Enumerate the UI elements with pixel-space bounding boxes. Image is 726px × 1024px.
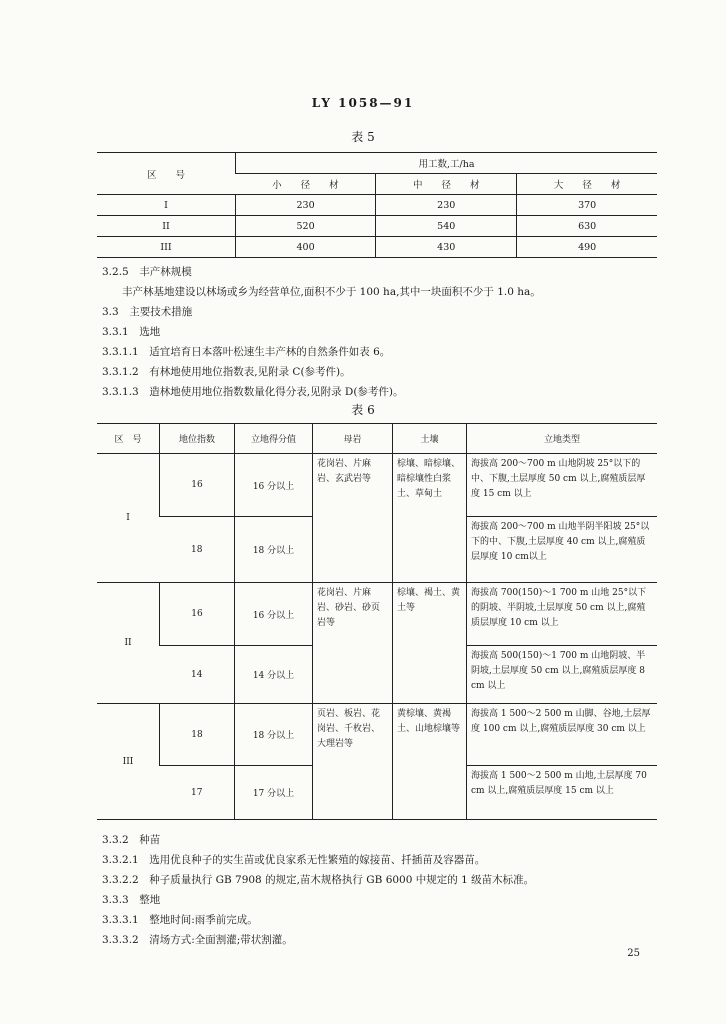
paragraph: 3.3.3.1 整地时间:雨季前完成。 [102,914,258,926]
table6-score: 17 分以上 [235,766,313,820]
table6-site: 海拔高 1 500～2 500 m 山脚、谷地,土层厚度 100 cm 以上,腐殖质层厚度 30 cm 以上 [467,704,658,766]
table6-caption: 表 6 [351,403,375,417]
table5 [97,152,657,258]
table5-region: I [97,195,236,216]
table5-cell: 230 [376,195,517,216]
table5-cell: 490 [517,237,657,258]
table-row [97,704,657,766]
table6-index: 17 [160,766,235,820]
table6-score: 18 分以上 [235,517,313,583]
table6-site: 海拔高 500(150)～1 700 m 山地阴坡、半阴坡,土层厚度 50 cm 以上,腐殖质层厚度 8 cm 以上 [467,646,658,704]
table6-index: 16 [160,454,235,517]
section-heading: 3.2.5 丰产林规模 [102,266,192,278]
table6-region: III [97,704,160,820]
table6-header-region: 区 号 [97,424,160,454]
table-row [97,195,657,216]
table5-region: III [97,237,236,258]
table6-soil: 棕壤、暗棕壤、暗棕壤性白浆土、草甸土 [393,454,467,583]
table6-rock: 花岗岩、片麻岩、砂岩、砂页岩等 [313,583,393,704]
table6-region: I [97,454,160,583]
table6-header-index: 地位指数 [160,424,235,454]
section-heading: 3.3.1 选地 [102,326,161,338]
table5-subheader-large: 大 径 材 [517,174,657,195]
table5-cell: 370 [517,195,657,216]
table6-score: 16 分以上 [235,583,313,646]
table-row [97,454,657,517]
paragraph: 3.3.1.3 造林地使用地位指数数量化得分表,见附录 D(参考件)。 [102,386,404,398]
table6-site: 海拔高 200～700 m 山地阴坡 25°以下的中、下腹,土层厚度 50 cm 以上,腐殖质层厚度 15 cm 以上 [467,454,658,517]
table6-site: 海拔高 200～700 m 山地半阴半阳坡 25°以下的中、下腹,土层厚度 40 cm 以上,腐殖质层厚度 10 cm以上 [467,517,658,583]
table6-rock: 花岗岩、片麻岩、玄武岩等 [313,454,393,583]
paragraph: 3.3.2.1 选用优良种子的实生苗或优良家系无性繁殖的嫁接苗、扦插苗及容器苗。 [102,854,486,866]
table5-cell: 230 [236,195,376,216]
page-number: 25 [627,948,640,959]
table5-cell: 630 [517,216,657,237]
table-row [97,583,657,646]
table6-soil: 黄棕壤、黄褐土、山地棕壤等 [393,704,467,820]
paragraph: 丰产林基地建设以林场或乡为经营单位,面积不少于 100 ha,其中一块面积不少于 1.0 ha。 [122,286,541,298]
table6-header-soil: 土壤 [393,424,467,454]
table5-subheader-small: 小 径 材 [236,174,376,195]
paragraph: 3.3.3.2 清场方式:全面割灌;带状割灌。 [102,934,293,946]
table6 [97,423,657,820]
table6-index: 18 [160,517,235,583]
table-row [97,237,657,258]
table6-score: 14 分以上 [235,646,313,704]
table6-site: 海拔高 700(150)～1 700 m 山地 25°以下的阴坡、半阴坡,土层厚度 50 cm 以上,腐殖质层厚度 10 cm 以上 [467,583,658,646]
table6-soil: 棕壤、褐土、黄土等 [393,583,467,704]
table6-header-score: 立地得分值 [235,424,313,454]
table6-index: 18 [160,704,235,766]
paragraph: 3.3.2.2 种子质量执行 GB 7908 的规定,苗木规格执行 GB 6000 中规定的 1 级苗木标准。 [102,874,535,886]
section-heading: 3.3.2 种苗 [102,834,161,846]
table6-rock: 页岩、板岩、花岗岩、千枚岩、大理岩等 [313,704,393,820]
table5-subheader-medium: 中 径 材 [376,174,517,195]
table5-cell: 400 [236,237,376,258]
table6-index: 16 [160,583,235,646]
table6-header-site: 立地类型 [467,424,658,454]
table5-cell: 540 [376,216,517,237]
paragraph: 3.3.1.1 适宜培育日本落叶松速生丰产林的自然条件如表 6。 [102,346,391,358]
section-heading: 3.3 主要技术措施 [102,306,193,318]
table-row [97,216,657,237]
table6-region: II [97,583,160,704]
table5-cell: 430 [376,237,517,258]
table5-header-region: 区 号 [97,153,236,195]
paragraph: 3.3.1.2 有林地使用地位指数表,见附录 C(参考件)。 [102,366,351,378]
table5-region: II [97,216,236,237]
table6-header-rock: 母岩 [313,424,393,454]
table5-header-labor: 用工数,工/ha [236,153,658,174]
table6-score: 18 分以上 [235,704,313,766]
table5-cell: 520 [236,216,376,237]
document-header: LY 1058—91 [311,96,415,110]
table6-score: 16 分以上 [235,454,313,517]
table6-index: 14 [160,646,235,704]
section-heading: 3.3.3 整地 [102,894,161,906]
table6-site: 海拔高 1 500～2 500 m 山地,土层厚度 70 cm 以上,腐殖质层厚度 15 cm 以上 [467,766,658,820]
table5-caption: 表 5 [351,130,375,144]
